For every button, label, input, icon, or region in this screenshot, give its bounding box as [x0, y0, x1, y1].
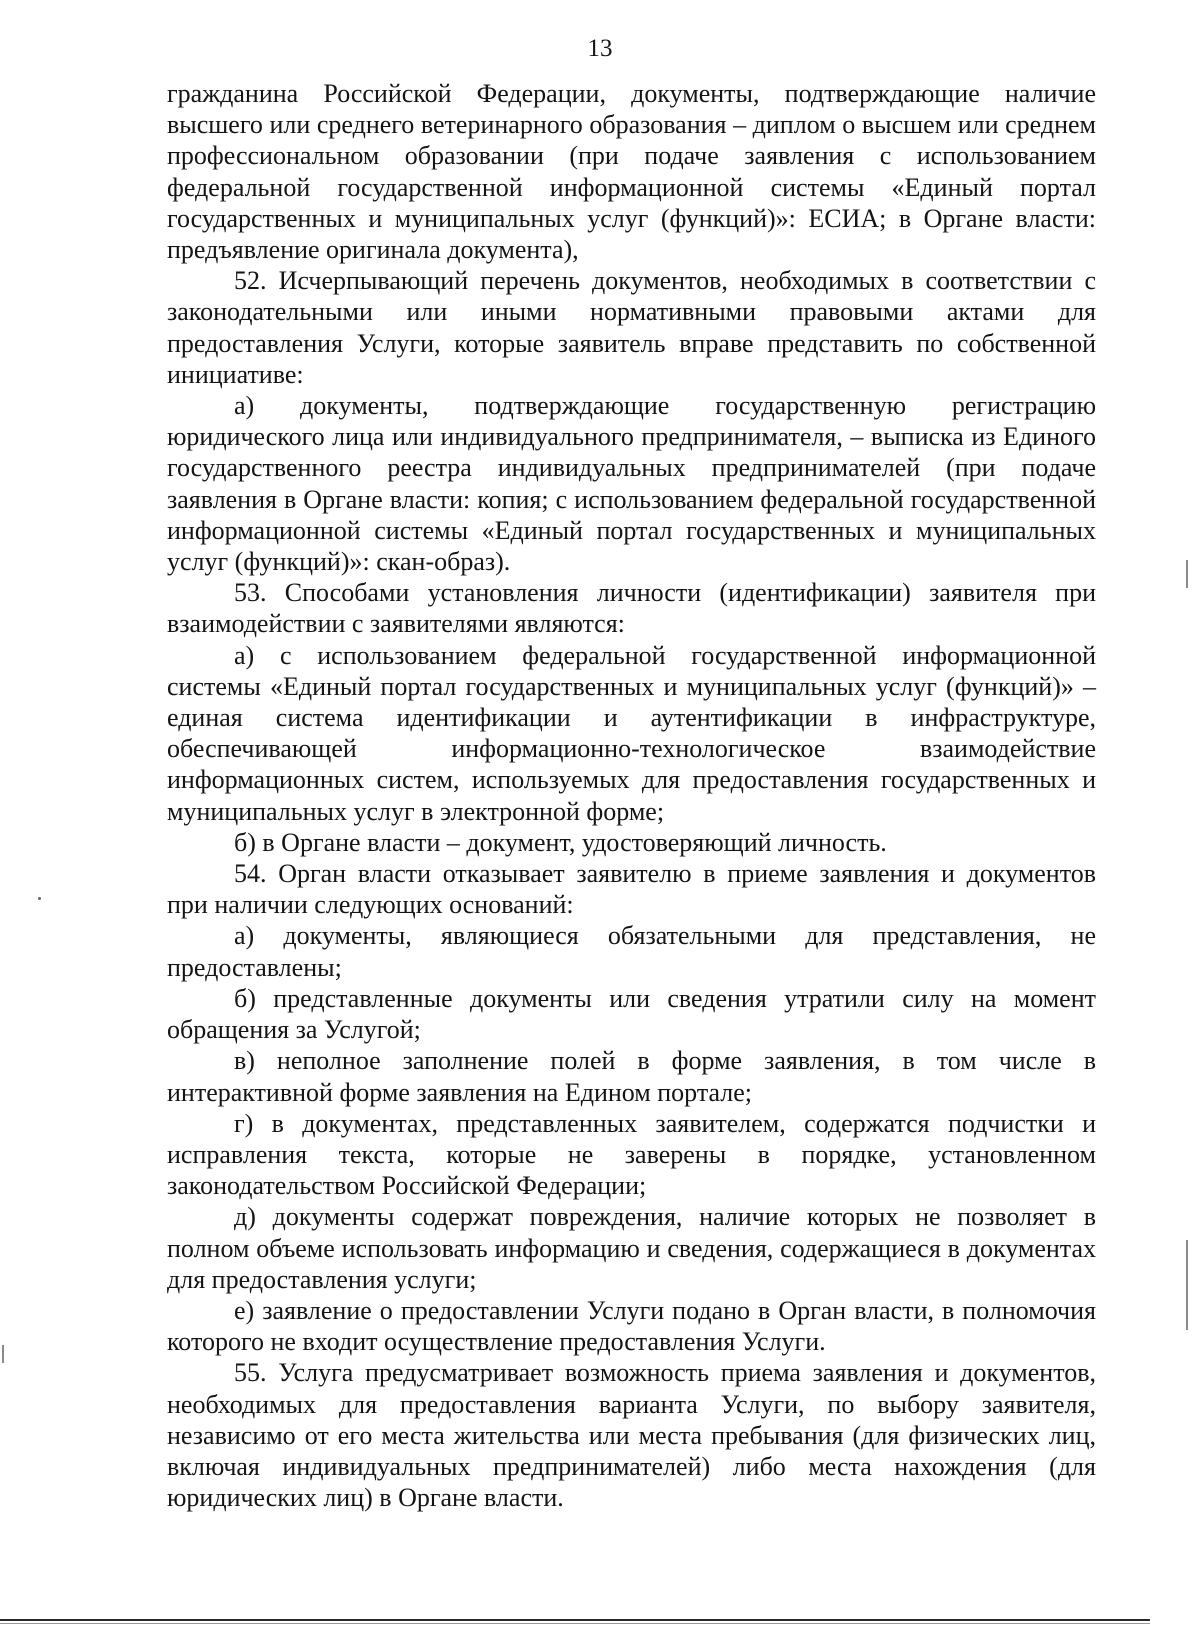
- document-body: [167, 78, 1096, 1513]
- paragraph-53-b: б) в Органе власти – документ, удостоверяющий личность.: [234, 827, 887, 857]
- scan-edge-mark-left: [2, 1345, 4, 1363]
- paragraph-53-a: а) с использованием федеральной государственной информационной системы «Единый портал государственных и муниципальных услуг (функций)» – единая система идентификации и аутентификации в инфраструктуре, обеспечивающей информационно-технологическое взаимодействие информационных систем, используемых для предоставления государственных и муниципальных услуг в электронной форме;: [167, 640, 1096, 826]
- paragraph-54-d: д) документы содержат повреждения, наличие которых не позволяет в полном объеме использовать информацию и сведения, содержащиеся в документах для предоставления услуги;: [167, 1202, 1096, 1294]
- bottom-rule-shadow: [0, 1623, 1150, 1624]
- paragraph-52: 52. Исчерпывающий перечень документов, необходимых в соответствии с законодательными или иными нормативными правовыми актами для предоставления Услуги, которые заявитель вправе представить по собственной инициативе:: [167, 266, 1096, 389]
- paragraph-52-a: а) документы, подтверждающие государственную регистрацию юридического лица или индивидуального предпринимателя, – выписка из Единого государственного реестра индивидуальных предпринимателей (при подаче заявления в Органе власти: копия; с использованием федеральной государственной информационной системы «Единый портал государственных и муниципальных услуг (функций)»: скан-образ).: [167, 391, 1096, 577]
- scan-edge-mark-right-top: [1186, 560, 1188, 588]
- paragraph-54-b: б) представленные документы или сведения утратили силу на момент обращения за Услугой;: [167, 983, 1096, 1045]
- paragraph-54-g: г) в документах, представленных заявителем, содержатся подчистки и исправления текста, которые не заверены в порядке, установленном законодательством Российской Федерации;: [167, 1108, 1096, 1201]
- paragraph-54-v: в) неполное заполнение полей в форме заявления, в том числе в интерактивной форме заявления на Едином портале;: [167, 1046, 1096, 1107]
- page-number: 13: [587, 35, 613, 62]
- bottom-rule: [0, 1619, 1150, 1621]
- paragraph-53: 53. Способами установления личности (идентификации) заявителя при взаимодействии с заявителями являются:: [167, 578, 1096, 639]
- paragraph-54: 54. Орган власти отказывает заявителю в приеме заявления и документов при наличии следующих оснований:: [167, 859, 1096, 920]
- paragraph-54-a: а) документы, являющиеся обязательными для представления, не предоставлены;: [167, 921, 1096, 982]
- paragraph-54-e: е) заявление о предоставлении Услуги подано в Орган власти, в полномочия которого не входит осуществление предоставления Услуги.: [167, 1295, 1096, 1357]
- scan-speck: [38, 897, 41, 900]
- paragraph-55: 55. Услуга предусматривает возможность приема заявления и документов, необходимых для предоставления варианта Услуги, по выбору заявителя, независимо от его места жительства или места пребывания (для физических лиц, включая индивидуальных предпринимателей) либо места нахождения (для юридических лиц) в Органе власти.: [167, 1358, 1096, 1513]
- paragraph-continuation: гражданина Российской Федерации, документы, подтверждающие наличие высшего или среднего ветеринарного образования – диплом о высшем или среднем профессиональном образовании (при подаче заявления с использованием федеральной государственной информационной системы «Единый портал государственных и муниципальных услуг (функций)»: ЕСИА; в Органе власти: предъявление оригинала документа),: [167, 79, 1096, 265]
- scan-edge-mark-right-bottom: [1186, 1240, 1188, 1330]
